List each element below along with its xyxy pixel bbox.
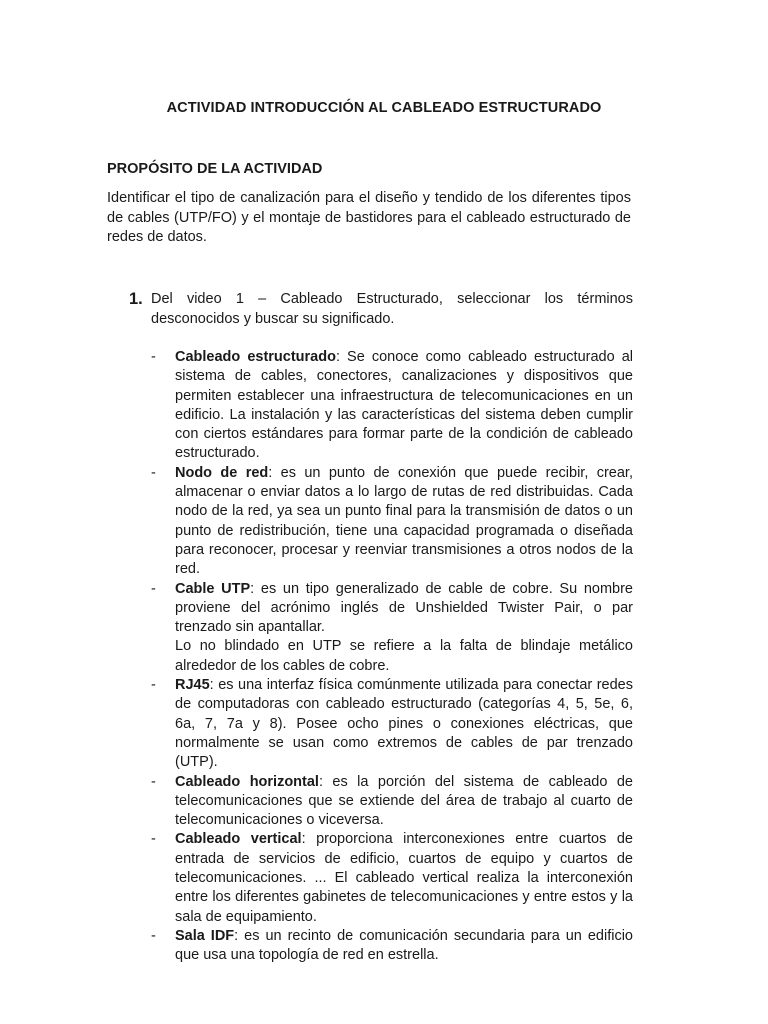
- terms-list: [151, 348, 633, 966]
- term-name: Cableado vertical: [175, 831, 302, 848]
- purpose-heading: PROPÓSITO DE LA ACTIVIDAD: [107, 161, 323, 177]
- term-definition: : es una interfaz física comúnmente utilizada para conectar redes de computadoras con cableado estructurado (categorías 4, 5, 5e, 6, 6a, 7, 7a y 8). Posee ocho pines o conexiones eléctricas, que normalmente se usan como extremos de cables de par trenzado (UTP).: [175, 677, 633, 771]
- list-item: [151, 348, 633, 464]
- list-bullet: -: [151, 831, 156, 848]
- document-title: ACTIVIDAD INTRODUCCIÓN AL CABLEADO ESTRUCTURADO: [166, 100, 602, 116]
- term-name: Cable UTP: [175, 580, 251, 597]
- question-1: [129, 290, 633, 329]
- term-name: RJ45: [175, 677, 210, 694]
- term-definition: : proporciona interconexiones entre cuartos de entrada de servicios de edificio, cuartos de equipo y cuartos de telecomunicaciones. ... El cableado vertical realiza la interconexión entre los diferentes gabinetes de telecomunicaciones y entre estos y la sala de equipamiento.: [175, 831, 633, 925]
- list-item: [151, 676, 633, 772]
- list-item: [151, 927, 633, 966]
- list-bullet: -: [151, 677, 156, 694]
- list-bullet: -: [151, 927, 156, 944]
- term-name: Cableado horizontal: [175, 773, 319, 790]
- list-bullet: -: [151, 349, 156, 365]
- list-bullet: -: [151, 464, 156, 481]
- term-definition: : es un punto de conexión que puede recibir, crear, almacenar o enviar datos a lo largo de rutas de red distribuidas. Cada nodo de la red, ya sea un punto final para la transmisión de datos o un punto de redistribución, tiene una capacidad programada o diseñada para reconocer, procesar y reenviar transmisiones a otros nodos de la red.: [175, 464, 633, 578]
- list-item: [151, 580, 633, 676]
- list-bullet: -: [151, 580, 156, 597]
- purpose-paragraph: Identificar el tipo de canalización para el diseño y tendido de los diferentes tipos de cables (UTP/FO) y el montaje de bastidores para el cableado estructurado de redes de datos.: [107, 190, 631, 245]
- question-text: Del video 1 – Cableado Estructurado, seleccionar los términos desconocidos y buscar su significado.: [151, 291, 633, 327]
- question-number: 1.: [129, 290, 143, 308]
- term-name: Sala IDF: [175, 927, 235, 944]
- term-definition: : Se conoce como cableado estructurado al sistema de cables, conectores, canalizaciones y dispositivos que permiten establecer una infraestructura de telecomunicaciones en un edificio. La instalación y las características del sistema deben cumplir con ciertos estándares para formar parte de la condición de cableado estructurado.: [175, 349, 633, 462]
- term-note: Lo no blindado en UTP se refiere a la falta de blindaje metálico alrededor de los cables de cobre.: [175, 638, 633, 674]
- list-item: [151, 773, 633, 831]
- list-item: [151, 830, 633, 926]
- term-definition: : es un tipo generalizado de cable de cobre. Su nombre proviene del acrónimo inglés de Unshielded Twister Pair, o par trenzado sin apantallar.: [175, 580, 633, 636]
- term-definition: : es la porción del sistema de cableado de telecomunicaciones que se extiende del área de trabajo al cuarto de telecomunicaciones o viceversa.: [175, 773, 633, 829]
- term-definition: : es un recinto de comunicación secundaria para un edificio que usa una topología de red en estrella.: [175, 927, 633, 964]
- term-name: Cableado estructurado: [175, 349, 336, 365]
- list-bullet: -: [151, 773, 156, 790]
- list-item: [151, 464, 633, 580]
- term-name: Nodo de red: [175, 464, 269, 481]
